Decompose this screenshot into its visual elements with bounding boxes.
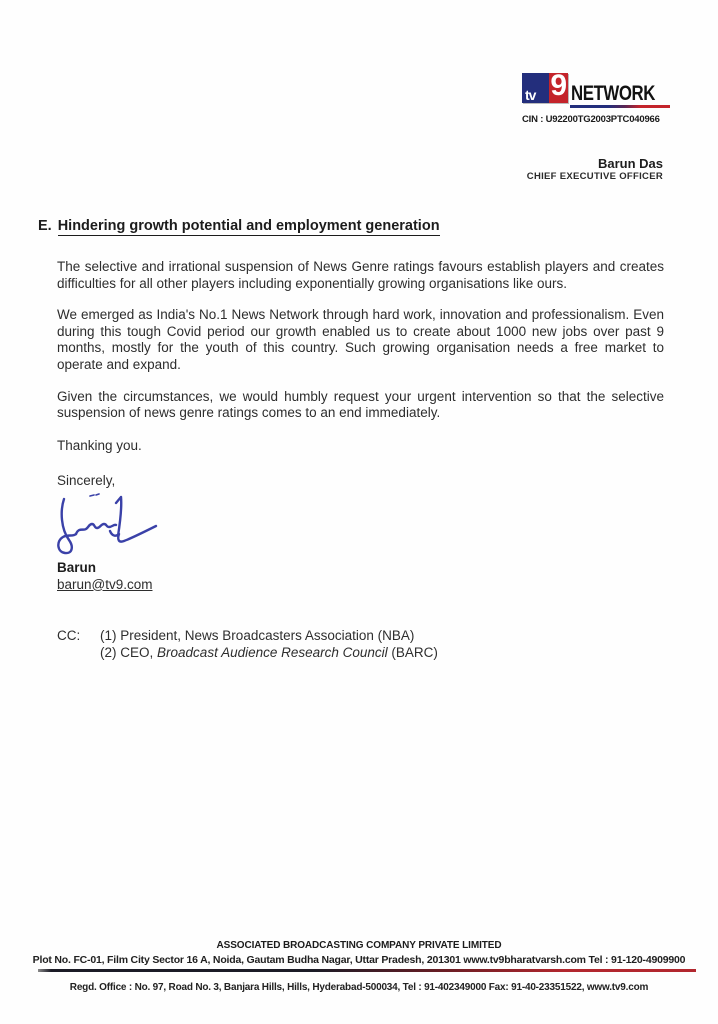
logo-tv-text: tv (525, 87, 536, 103)
paragraph-2: We emerged as India's No.1 News Network through hard work, innovation and professionalism. Even during this tough Covid period our growth enabled us to create about 1000 new jobs over past 9 months, mostly for the youth of this country. Such growing organisation needs a free market to operate and expand. (57, 307, 664, 372)
signer-email-link[interactable]: barun@tv9.com (57, 576, 153, 592)
cc-item-2-text: CEO, (120, 645, 158, 661)
cc-item-1 (100, 627, 438, 645)
paragraph-3: Given the circumstances, we would humbly request your urgent intervention so that the selective suspension of news genre ratings comes to an end immediately. (57, 388, 664, 421)
closing-line: Sincerely, (57, 472, 116, 488)
cc-item-2-number: (2) (100, 645, 117, 661)
logo-nine-text: 9 (550, 69, 567, 102)
signatory-header (527, 156, 663, 183)
logo-underline-bar (570, 105, 670, 108)
signatory-name: Barun Das (597, 156, 663, 171)
cc-item-1-text: President, News Broadcasters Association (NBA) (120, 627, 415, 643)
footer-divider-bar (38, 969, 696, 972)
footer-regd-office-line: Regd. Office : No. 97, Road No. 3, Banjara Hills, Hills, Hyderabad-500034, Tel : 91-402349000 Fax: 91-40-23351522, www.tv9.com (69, 982, 649, 993)
logo-network-wordmark: NETWORK (571, 82, 655, 105)
cc-items (100, 627, 438, 662)
cc-label: CC: (57, 627, 81, 643)
section-heading (38, 218, 664, 234)
cc-item-2-suffix: (BARC) (387, 645, 438, 661)
footer-address-line: Plot No. FC-01, Film City Sector 16 A, Noida, Gautam Budha Nagar, Uttar Pradesh, 201301 www.tv9bharatvarsh.com Tel : 91-120-4909900 (32, 954, 686, 966)
cc-item-1-number: (1) (100, 627, 117, 643)
section-heading-prefix: E. (38, 218, 52, 234)
footer-company-name: ASSOCIATED BROADCASTING COMPANY PRIVATE LIMITED (216, 940, 502, 951)
signature-ink-icon (52, 493, 162, 557)
cc-item-2-italic: Broadcast Audience Research Council (157, 645, 388, 661)
section-heading-text: Hindering growth potential and employment generation (57, 218, 440, 234)
tv9-logo-icon (522, 69, 568, 103)
signatory-title: CHIEF EXECUTIVE OFFICER (526, 171, 663, 182)
tv9-network-logo (522, 69, 670, 125)
signer-name: Barun (57, 559, 97, 575)
cc-item-2 (100, 644, 438, 662)
letter-body (38, 218, 664, 662)
cin-number: CIN : U92200TG2003PTC040966 (522, 114, 660, 125)
paragraph-1: The selective and irrational suspension of News Genre ratings favours establish players and creates difficulties for all other players including exponentially growing organisations like ours. (57, 259, 664, 291)
thanking-line: Thanking you. (57, 437, 142, 453)
cc-section (57, 627, 664, 662)
logo-row (522, 69, 670, 105)
handwritten-signature (52, 493, 664, 557)
